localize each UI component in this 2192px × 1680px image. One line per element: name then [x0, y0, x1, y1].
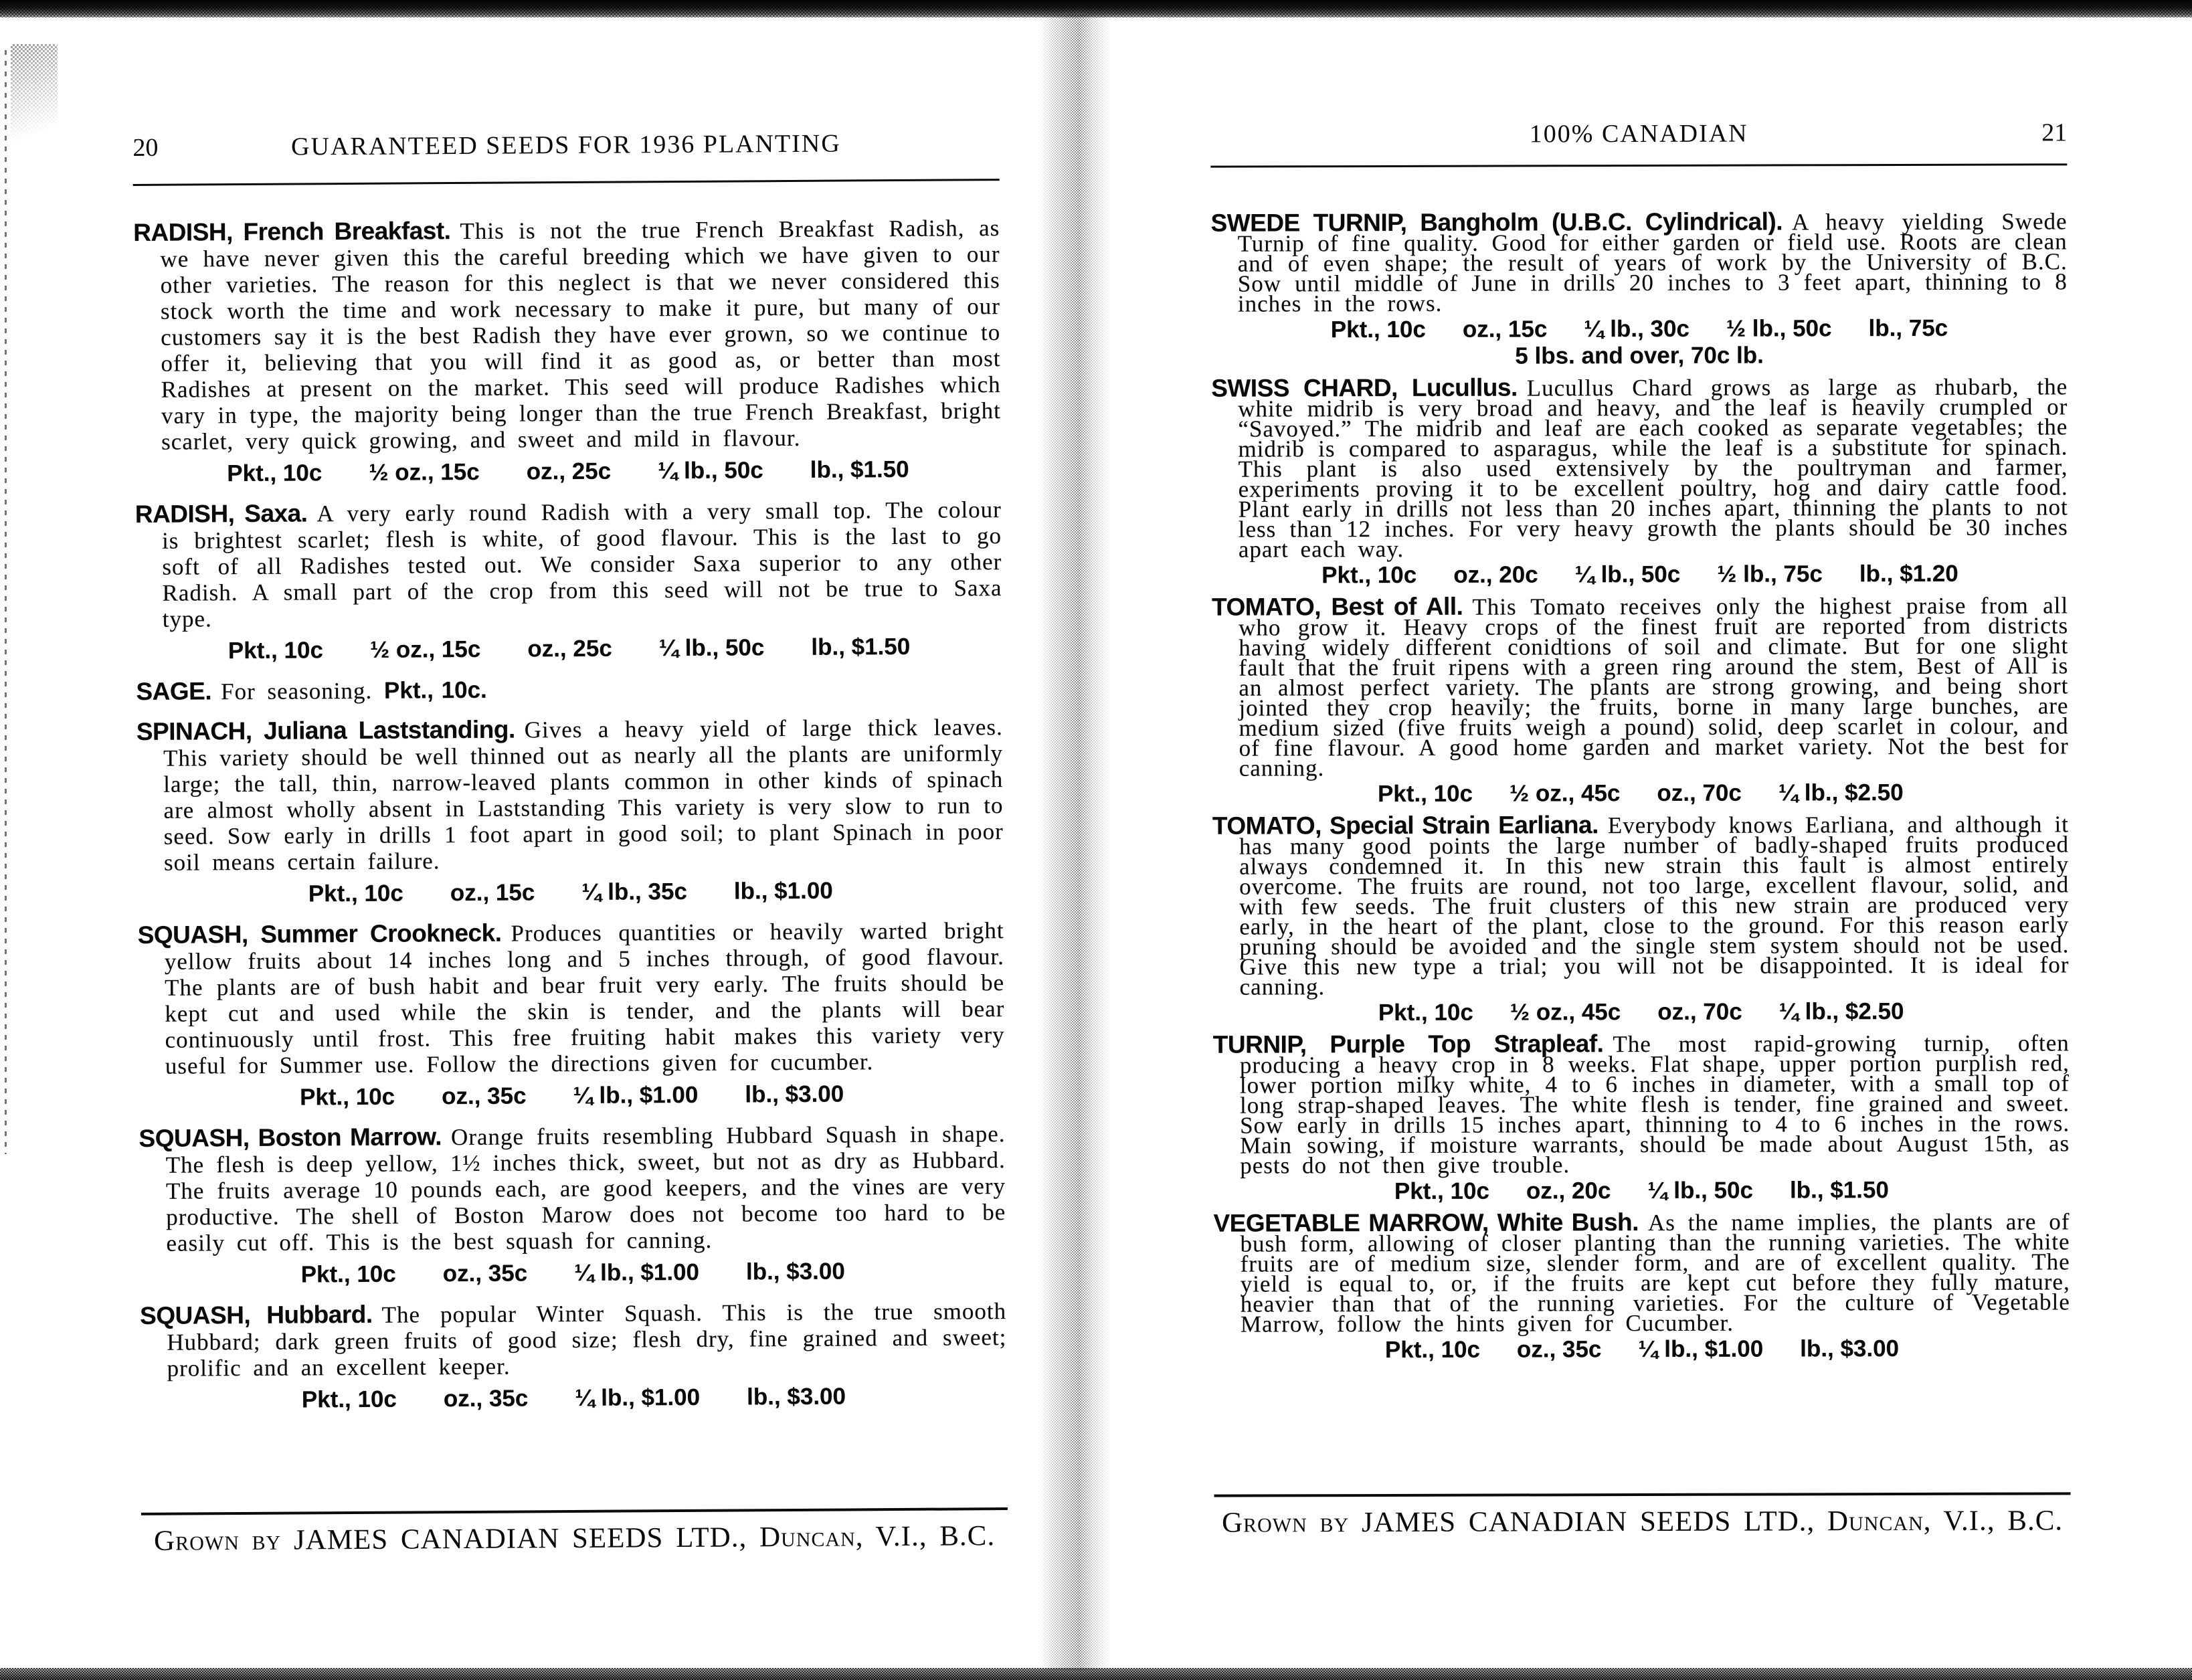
- scan-edge-left-line: [5, 50, 7, 1154]
- price-line: [139, 1080, 1005, 1112]
- price-item: oz., 35c: [442, 1260, 528, 1287]
- price-item: ½ lb., 75c: [1717, 561, 1823, 587]
- price-item: ¼ lb., 50c: [658, 634, 765, 662]
- price-item: ¼ lb., 30c: [1584, 315, 1689, 343]
- entry-description: RADISH, French Breakfast. This is not the true French Breakfast Radish, as we have never given this the careful breeding which we have given to our other varieties. The reason for this neglect is that we never considered this stock worth the time and work necessary to make it pure, but many of our customers say it is the best Radish they have ever grown, so we continue to offer it, believing that you will find it as good as, or better than most Radishes at present on the market. This seed will produce Radishes which vary in type, the majority being longer than the true French Breakfast, bright scarlet, very quick growing, and sweet and mild in flavour.: [133, 215, 1001, 455]
- running-title-right: 100% CANADIAN: [1529, 119, 1748, 149]
- price-item: ¼ lb., $1.00: [573, 1081, 699, 1109]
- price-item: oz., 25c: [526, 458, 612, 485]
- price-item: Pkt., 10c: [1384, 1336, 1480, 1364]
- price-item: lb., $3.00: [746, 1383, 846, 1410]
- price-item: ½ oz., 15c: [369, 458, 480, 486]
- catalog-entry: [1213, 1032, 2070, 1205]
- price-item: oz., 15c: [450, 879, 535, 907]
- price-item: oz., 25c: [527, 635, 612, 662]
- price-item: lb., $3.00: [1800, 1335, 1900, 1362]
- price-item: oz., 20c: [1453, 561, 1538, 588]
- price-line: [1214, 1335, 2070, 1364]
- price-item: lb., $1.50: [1789, 1177, 1889, 1204]
- entry-description: VEGETABLE MARROW, White Bush. As the name implies, the plants are of bush form, allowing of closer planting than the running varieties. The white fruits are of medium size, slender form, and are of excellent quality. The yield is equal to, or, if the fruits are kept cut before they fully mature, heavier than that of the running varieties. For the culture of Vegetable Marrow, follow the hints given for Cucumber.: [1213, 1208, 2070, 1337]
- scan-noise-top-left: [11, 44, 58, 171]
- right-page-header: [1210, 118, 2067, 151]
- price-item: oz., 35c: [1516, 1336, 1602, 1363]
- price-item: lb., $1.50: [811, 633, 911, 660]
- right-page: [1210, 118, 2071, 1592]
- entry-description: SWEDE TURNIP, Bangholm (U.B.C. Cylindrical). A heavy yielding Swede Turnip of fine quality. Good for either garden or field use. Roots are clean and of even shape; the result of years of work by the University of B.C. Sow until middle of June in drills 20 inches to 3 feet apart, thinning to 8 inches in the rows.: [1210, 207, 2068, 317]
- variety-name: VEGETABLE MARROW, White Bush.: [1213, 1208, 1639, 1237]
- price-item: ¼ lb., 35c: [581, 878, 687, 905]
- price-item: ¼ lb., 50c: [1574, 561, 1681, 588]
- price-line: [141, 1382, 1007, 1414]
- variety-name: SWISS CHARD, Lucullus.: [1211, 373, 1518, 402]
- price-item: ¼ lb., 50c: [1647, 1177, 1753, 1204]
- entry-description: TURNIP, Purple Top Strapleaf. The most rapid-growing turnip, often producing a heavy crop in 8 weeks. Flat shape, upper portion purplish red, lower portion milky white, 4 to 6 inches in diameter, with a small top of long strap-shaped leaves. The white flesh is tender, fine grained and sweet. Sow early in drills 15 inches apart, thinning to 4 to 6 inches in the rows. Main sowing, if moisture warrants, should be made about August 15th, as pests do not then give trouble.: [1212, 1030, 2070, 1179]
- left-page-header: [132, 128, 999, 164]
- price-item: lb., 75c: [1868, 314, 1948, 342]
- price-item: oz., 15c: [1462, 316, 1548, 343]
- price-item: ¼ lb., 50c: [657, 457, 763, 484]
- price-line: [136, 633, 1002, 665]
- price-item: ¼ lb., $1.00: [574, 1258, 700, 1286]
- left-page: [132, 128, 1008, 1605]
- price-line: [1212, 779, 2069, 808]
- price-item: lb., $1.20: [1859, 560, 1958, 587]
- variety-name: RADISH, French Breakfast.: [133, 217, 451, 246]
- entry-description: TOMATO, Best of All. This Tomato receives only the highest praise from all who grow it. Heavy crops of the finest fruit are reported from districts having widely different conidtions of soil and climate. But for one slight fault that the fruit ripens with a green ring around the stem, Best of All is an almost perfect variety. The plants are strong growing, and being short jointed they crop heavily; the fruits, borne in many large bunches, are medium sized (five fruits weigh a pound) solid, deep scarlet in colour, and of fine flavour. A good home garden and market variety. Not the best for canning.: [1211, 592, 2069, 781]
- entry-description: SAGE. For seasoning. Pkt., 10c.: [136, 676, 487, 705]
- entry-description: SQUASH, Summer Crookneck. Produces quantities or heavily warted bright yellow fruits about 14 inches long and 5 inches through, of good flavour. The plants are of bush habit and bear fruit very early. The fruits should be kept cut and used while the skin is tender, and the plants will bear continuously until frost. This free fruiting habit makes this variety very useful for Summer use. Follow the directions given for cucumber.: [137, 917, 1005, 1079]
- header-rule-right: [1210, 163, 2067, 167]
- catalog-entry: [1210, 207, 2068, 370]
- price-item: lb., $1.50: [810, 456, 909, 483]
- catalog-entry: [136, 713, 1004, 909]
- price-item: Pkt., 10c: [299, 1083, 395, 1111]
- price-item: lb., $3.00: [745, 1081, 844, 1108]
- price-line: [1211, 314, 2068, 343]
- price-item: Pkt., 10c: [1377, 780, 1473, 808]
- price-item: Pkt., 10c: [1321, 561, 1417, 589]
- price-line: [137, 876, 1004, 909]
- entry-description: SQUASH, Hubbard. The popular Winter Squash. This is the true smooth Hubbard; dark green fruits of good size; flesh dry, fine grained and sweet; prolific and an excellent keeper.: [139, 1298, 1007, 1382]
- price-item: ½ oz., 45c: [1510, 999, 1621, 1026]
- price-line: [1213, 998, 2070, 1026]
- entry-description: TOMATO, Special Strain Earliana. Everybody knows Earliana, and although it has many good points the large number of badly-shaped fruits produced always condemned it. In this new strain this fault is almost entirely overcome. The fruits are round, not too large, excellent flavour, solid, and with few seeds. The fruit clusters of this new strain are produced very early, in the heart of the plant, close to the ground. For this reason early pruning should be avoided and the single stem system should not be used. Give this new type a trial; you will not be disappointed. It is ideal for canning.: [1212, 811, 2070, 1000]
- catalog-entry: [137, 917, 1005, 1112]
- catalog-entry: [140, 1297, 1007, 1414]
- book-gutter-shadow: [1038, 15, 1112, 1671]
- catalog-entry: [1213, 1208, 2070, 1364]
- entry-description: RADISH, Saxa. A very early round Radish with a very small top. The colour is brightest scarlet; flesh is white, of good flavour. This is the last to go soft of all Radishes tested out. We consider Saxa superior to any other Radish. A small part of the crop from this seed will not be true to Saxa type.: [134, 496, 1002, 632]
- variety-name: SQUASH, Summer Crookneck.: [137, 919, 502, 949]
- price-item: Pkt., 10c: [1378, 999, 1473, 1026]
- entry-list-left: [133, 214, 1007, 1414]
- price-item: Pkt., 10c: [308, 880, 403, 907]
- catalog-entry: [1211, 592, 2069, 808]
- variety-name: TURNIP, Purple Top Strapleaf.: [1212, 1030, 1604, 1058]
- variety-name: SPINACH, Juliana Laststanding.: [136, 715, 515, 745]
- footer-rule-right: [1214, 1492, 2070, 1497]
- catalog-entry: [136, 673, 1002, 705]
- price-item: Pkt., 10c: [300, 1261, 396, 1288]
- price-item: ½ oz., 45c: [1509, 780, 1621, 807]
- page-footer-right: Grown by JAMES CANADIAN SEEDS LTD., Duncan, V.I., B.C.: [1221, 1505, 2064, 1539]
- price-line: [1213, 1176, 2070, 1205]
- price-item: oz., 70c: [1657, 779, 1742, 806]
- price-item: ½ oz., 15c: [369, 636, 481, 663]
- price-item: ¼ lb., $2.50: [1778, 779, 1904, 806]
- entry-description: SQUASH, Boston Marrow. Orange fruits resembling Hubbard Squash in shape. The flesh is deep yellow, 1½ inches thick, sweet, but not as dry as Hubbard. The fruits average 10 pounds each, are good keepers, and the vines are very productive. The shell of Boston Marow does not become too hard to be easily cut off. This is the best squash for canning.: [139, 1121, 1006, 1256]
- page-footer-left: Grown by JAMES CANADIAN SEEDS LTD., Duncan, V.I., B.C.: [153, 1520, 996, 1557]
- price-item: ½ lb., 50c: [1726, 315, 1832, 342]
- page-number-left: 20: [132, 133, 159, 162]
- price-item: Pkt., 10c: [227, 637, 324, 664]
- variety-name: RADISH, Saxa.: [134, 499, 308, 528]
- variety-name: SAGE.: [136, 677, 212, 705]
- variety-name: TOMATO, Special Strain Earliana.: [1212, 811, 1599, 840]
- price-item: oz., 35c: [441, 1083, 527, 1110]
- variety-name: SQUASH, Boston Marrow.: [139, 1123, 442, 1152]
- catalog-entry: [133, 214, 1001, 488]
- price-item: Pkt., 10c: [301, 1386, 397, 1413]
- catalog-entry: [135, 496, 1002, 665]
- price-note: 5 lbs. and over, 70c lb.: [1515, 342, 1764, 369]
- price-item: lb., $3.00: [745, 1258, 845, 1285]
- price-item: lb., $1.00: [733, 877, 833, 905]
- entry-description: SWISS CHARD, Lucullus. Lucullus Chard grows as large as rhubarb, the white midrib is very broad and heavy, and the leaf is heavily crumpled or “Savoyed.” The midrib and leaf are each cooked as separate vegetables; the midrib is compared to asparagus, while the leaf is a substitute for spinach. This plant is also used extensively by the poultryman and farmer, experiments proving it to be excellent poultry, hog and dairy cattle food. Plant early in drills not less than 20 inches apart, thinning the plants to not less than 12 inches. For very heavy growth the plants should be 30 inches apart each way.: [1211, 373, 2068, 563]
- price-item: oz., 20c: [1526, 1178, 1611, 1204]
- price-line: [140, 1257, 1006, 1289]
- price-line: [134, 456, 1001, 488]
- price-item: ¼ lb., $1.00: [575, 1384, 701, 1411]
- running-title-left: GUARANTEED SEEDS FOR 1936 PLANTING: [290, 129, 841, 161]
- price-item: ¼ lb., $2.50: [1778, 998, 1904, 1025]
- price-item: oz., 70c: [1657, 998, 1742, 1025]
- price-inline: Pkt., 10c.: [383, 676, 487, 704]
- catalog-entry: [139, 1120, 1006, 1289]
- header-rule-left: [133, 179, 1000, 186]
- price-item: Pkt., 10c: [227, 460, 323, 487]
- catalog-entry: [1211, 373, 2068, 589]
- page-number-right: 21: [2041, 118, 2068, 147]
- footer-rule-left: [141, 1507, 1008, 1515]
- price-item: oz., 35c: [443, 1385, 529, 1412]
- variety-name: SWEDE TURNIP, Bangholm (U.B.C. Cylindrical).: [1210, 207, 1783, 237]
- catalog-entry: [1212, 811, 2070, 1026]
- price-item: Pkt., 10c: [1394, 1178, 1489, 1204]
- price-line: [1212, 560, 2068, 589]
- entry-description: SPINACH, Juliana Laststanding. Gives a heavy yield of large thick leaves. This variety should be well thinned out as nearly all the plants are uniformly large; the tall, thin, narrow-leaved plants common in other kinds of spinach are almost wholly absent in Laststanding This variety is very slow to run to seed. Sow early in drills 1 foot apart in good soil; to plant Spinach in poor soil means certain failure.: [136, 714, 1004, 876]
- variety-name: SQUASH, Hubbard.: [139, 1300, 373, 1329]
- price-item: Pkt., 10c: [1330, 316, 1426, 343]
- price-item: ¼ lb., $1.00: [1638, 1335, 1764, 1363]
- variety-name: TOMATO, Best of All.: [1211, 592, 1463, 621]
- entry-list-right: [1210, 207, 2070, 1364]
